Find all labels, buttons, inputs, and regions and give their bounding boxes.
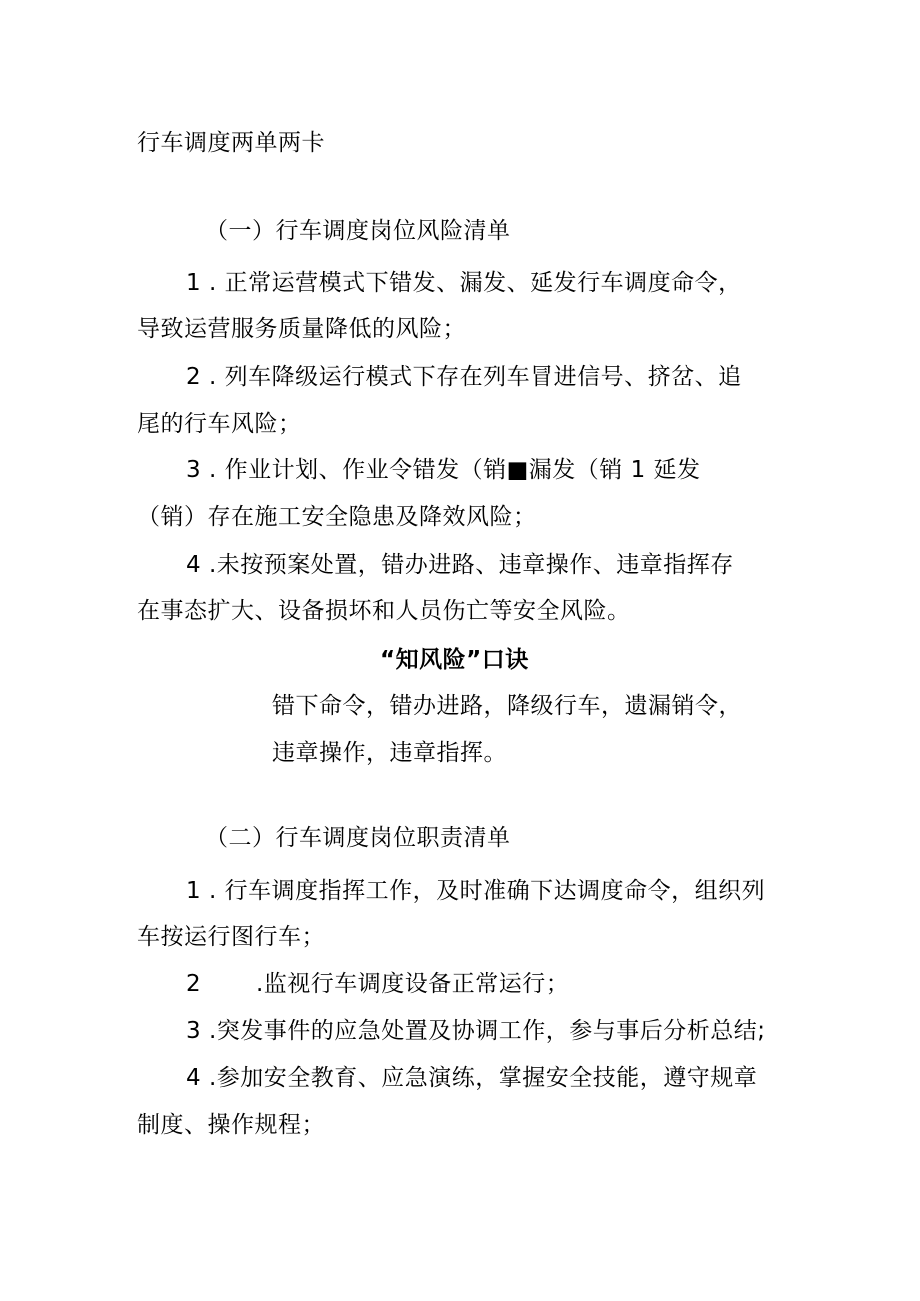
section2-item1-line1: 1 . 行车调度指挥工作，及时准确下达调度命令，组织列	[186, 878, 766, 904]
section2-item4-line2: 制度、操作规程；	[137, 1112, 325, 1138]
section1-item1-line2: 导致运营服务质量降低的风险；	[137, 316, 466, 342]
section1-item2-line1: 2 . 列车降级运行模式下存在列车冒进信号、挤岔、追	[186, 364, 742, 390]
section1-item1-line1: 1 . 正常运营模式下错发、漏发、延发行车调度命令，	[186, 270, 742, 296]
mnemonic-title: “知风险”口诀	[380, 647, 529, 673]
mnemonic-line2: 违章操作，违章指挥。	[272, 740, 507, 766]
section2-item3-line1: 3 .突发事件的应急处置及协调工作，参与事后分析总结;	[186, 1018, 766, 1044]
section2-item4-line1: 4 .参加安全教育、应急演练，掌握安全技能，遵守规章	[186, 1065, 758, 1091]
section1-item4-line1: 4 .未按预案处置，错办进路、违章操作、违章指挥存	[186, 552, 734, 578]
section1-item4-line2: 在事态扩大、设备损坏和人员伤亡等安全风险。	[137, 598, 631, 624]
section1-item2-line2: 尾的行车风险；	[137, 411, 302, 437]
section1-item3-line2: （销）存在施工安全隐患及降效风险；	[137, 504, 537, 530]
section2-item1-line2: 车按运行图行车；	[137, 924, 325, 950]
document-title: 行车调度两单两卡	[137, 130, 325, 156]
section1-item3-line1: 3 . 作业计划、作业令错发（销■漏发（销 1 延发	[186, 457, 701, 483]
section2-heading: （二）行车调度岗位职责清单	[205, 825, 511, 851]
mnemonic-line1: 错下命令，错办进路，降级行车，遗漏销令，	[272, 693, 742, 719]
section2-item2-line1: 2 .监视行车调度设备正常运行；	[186, 971, 570, 997]
section1-heading: （一）行车调度岗位风险清单	[205, 218, 511, 244]
